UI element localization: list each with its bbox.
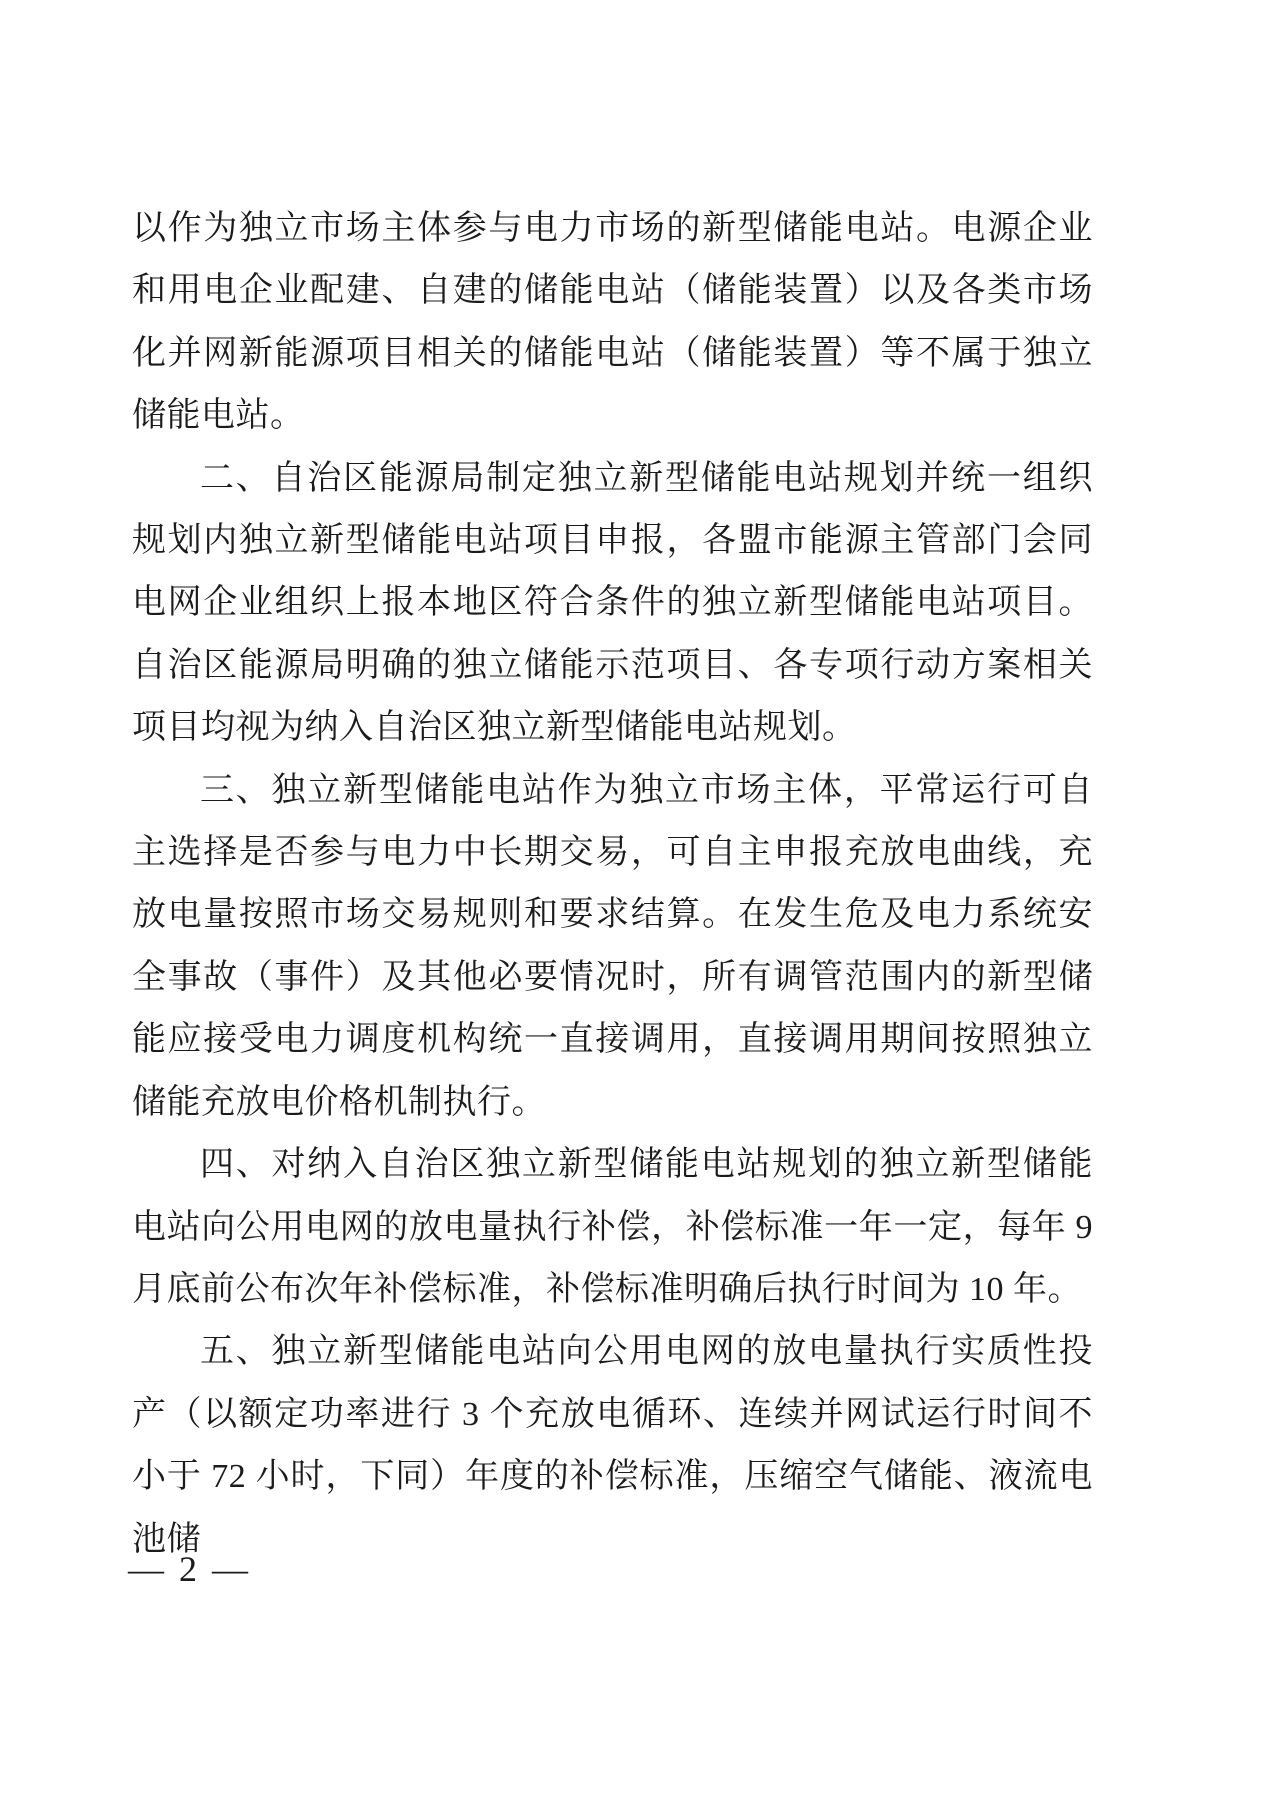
paragraph-item-3: 三、独立新型储能电站作为独立市场主体，平常运行可自主选择是否参与电力中长期交易，可自主申报充放电曲线，充放电量按照市场交易规则和要求结算。在发生危及电力系统安全事故（事件）及其他必要情况时，所有调管范围内的新型储能应接受电力调度机构统一直接调用，直接调用期间按照独立储能充放电价格机制执行。 <box>132 771 1093 1121</box>
paragraph-item-5: 五、独立新型储能电站向公用电网的放电量执行实质性投产（以额定功率进行 3 个充放电循环、连续并网试运行时间不小于 72 小时，下同）年度的补偿标准，压缩空气储能、液流电池储 <box>132 1333 1093 1558</box>
page-number: — 2 — <box>128 1549 251 1589</box>
paragraph-continuation: 以作为独立市场主体参与电力市场的新型储能电站。电源企业和用电企业配建、自建的储能电站（储能装置）以及各类市场化并网新能源项目相关的储能电站（储能装置）等不属于独立储能电站。 <box>132 210 1093 435</box>
document-body <box>132 198 1093 1571</box>
paragraph-item-4: 四、对纳入自治区独立新型储能电站规划的独立新型储能电站向公用电网的放电量执行补偿，补偿标准一年一定，每年 9 月底前公布次年补偿标准，补偿标准明确后执行时间为 10 年。 <box>132 1146 1093 1308</box>
paragraph-item-2: 二、自治区能源局制定独立新型储能电站规划并统一组织规划内独立新型储能电站项目申报，各盟市能源主管部门会同电网企业组织上报本地区符合条件的独立新型储能电站项目。自治区能源局明确的独立储能示范项目、各专项行动方案相关项目均视为纳入自治区独立新型储能电站规划。 <box>132 459 1093 747</box>
